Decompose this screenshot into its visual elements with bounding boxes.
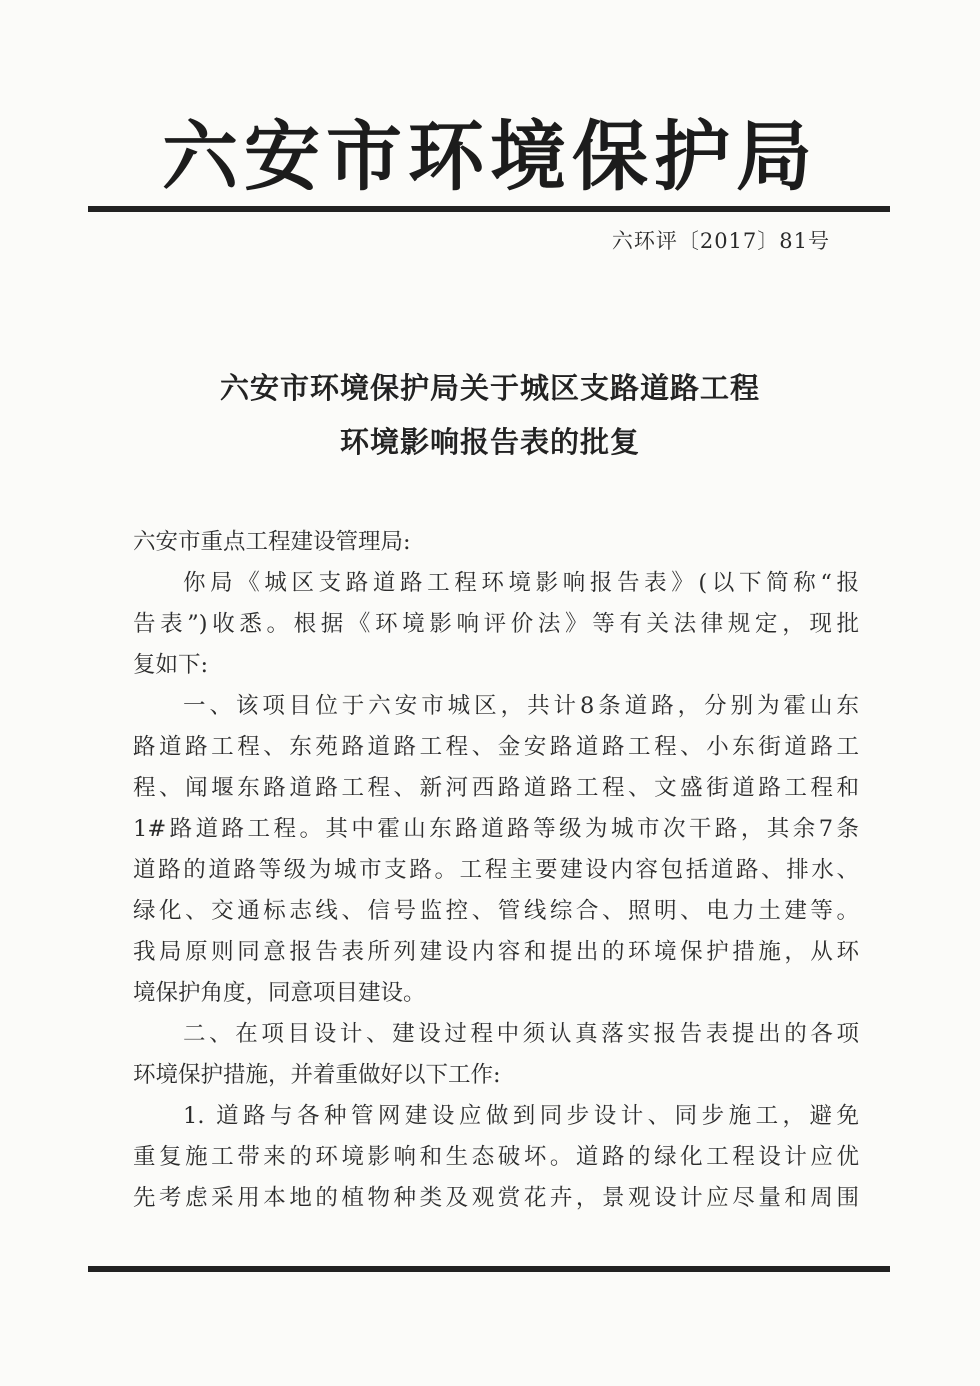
body-line: 路道路工程、东苑路道路工程、金安路道路工程、小东街道路工 [133,734,859,760]
body-line: 绿化、交通标志线、信号监控、管线综合、照明、电力土建等。 [133,898,859,924]
addressee: 六安市重点工程建设管理局: [133,529,411,555]
body-line: 二、在项目设计、建设过程中须认真落实报告表提出的各项 [183,1021,859,1047]
document-title-line-2: 环境影响报告表的批复 [339,425,640,459]
body-line: 1. 道路与各种管网建设应做到同步设计、同步施工，避免 [183,1103,859,1129]
body-line: 你局《城区支路道路工程环境影响报告表》(以下简称“报 [183,570,859,596]
footer-divider [88,1266,890,1272]
body-line: 我局原则同意报告表所列建设内容和提出的环境保护措施，从环 [133,939,859,965]
body-line: 道路的道路等级为城市支路。工程主要建设内容包括道路、排水、 [133,857,859,883]
body-line: 告表”)收悉。根据《环境影响评价法》等有关法律规定，现批 [133,611,859,637]
body-line: 一、该项目位于六安市城区，共计8条道路，分别为霍山东 [183,693,859,719]
body-line: 1#路道路工程。其中霍山东路道路等级为城市次干路，其余7条 [133,816,859,842]
issuing-authority-heading: 六安市环境保护局 [162,112,818,201]
body-line: 境保护角度，同意项目建设。 [133,980,426,1006]
body-line: 环境保护措施，并着重做好以下工作: [133,1062,501,1088]
body-line: 重复施工带来的环境影响和生态破坏。道路的绿化工程设计应优 [133,1144,859,1170]
document-title-line-1: 六安市环境保护局关于城区支路道路工程 [219,371,760,405]
body-line: 程、闻堰东路道路工程、新河西路道路工程、文盛街道路工程和 [133,775,859,801]
document-number: 六环评〔2017〕81号 [611,229,830,253]
body-line: 复如下: [133,652,209,678]
header-divider [88,206,890,212]
body-line: 先考虑采用本地的植物种类及观赏花卉，景观设计应尽量和周围 [133,1185,859,1211]
